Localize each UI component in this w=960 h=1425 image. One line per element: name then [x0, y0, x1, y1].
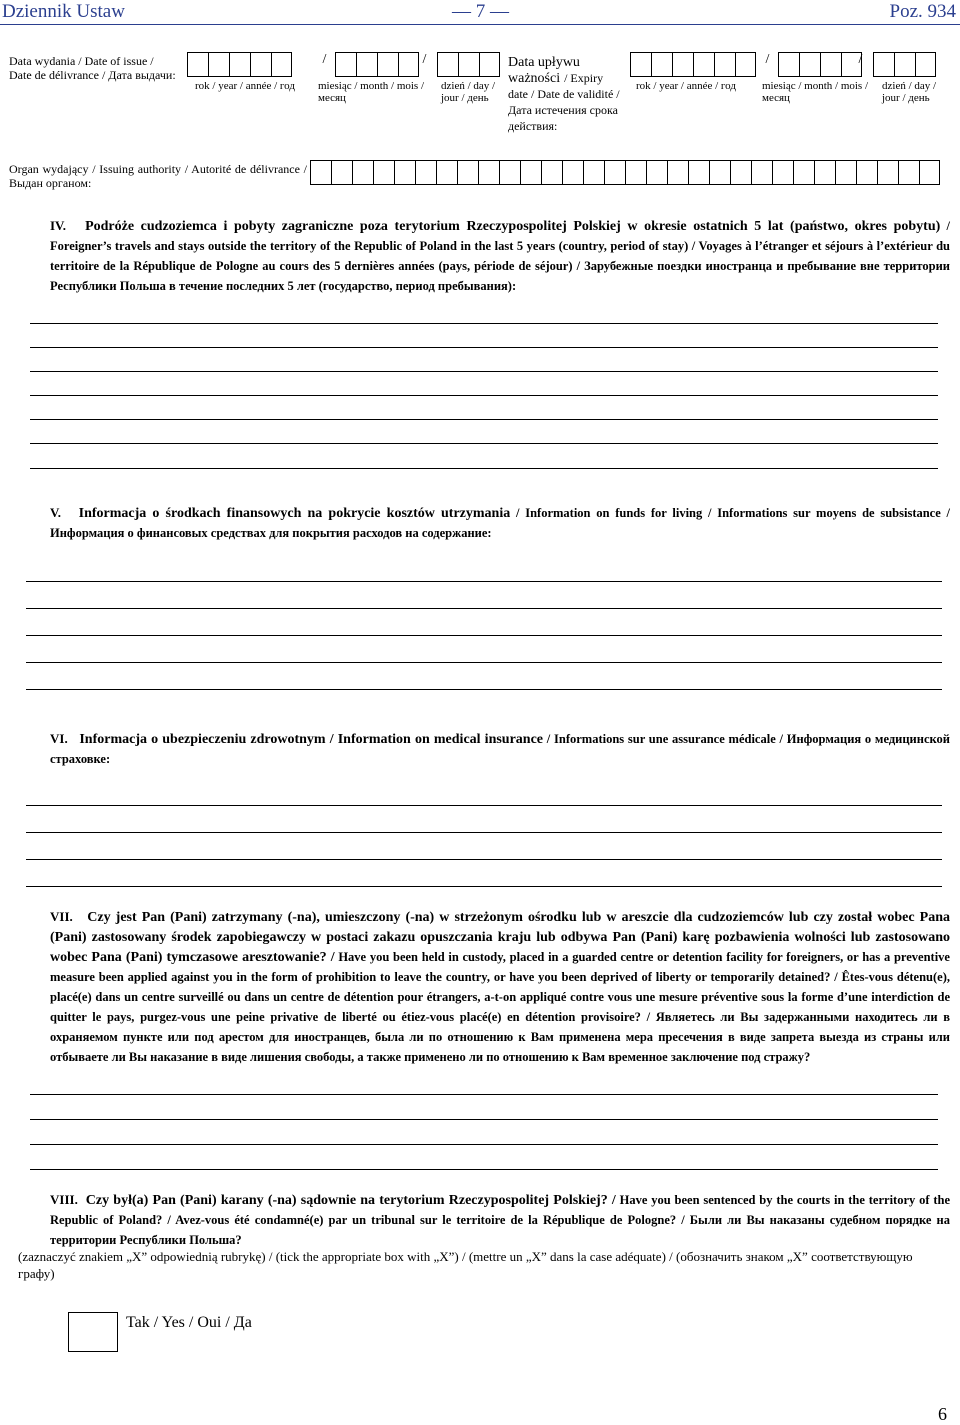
answer-line[interactable]	[26, 805, 942, 806]
section-v: V. Informacja o środkach finansowych na pokrycie kosztów utrzymania / Information on funds for living / Informations sur moyens de subsistance / Информация о финансовых средствах для покрытия расходов на содержание:	[50, 505, 951, 540]
page-center-number: — 7 —	[452, 1, 509, 22]
issue-sep-2: /	[422, 52, 427, 67]
section-viii: VIII. Czy był(a) Pan (Pani) karany (-na) sądownie na terytorium Rzeczypospolitej Polskiej? / Have you been sentenced by the courts in the territory of the Republic of Poland? / Avez-vous été condamné(e) par un tribunal sur le territoire de la République de Pologne? / Были ли Вы наказаны судебном порядке на территории Республики Польша?	[50, 1192, 951, 1247]
issue-year-boxes[interactable]	[187, 52, 292, 77]
issue-sep-1: /	[322, 52, 327, 67]
answer-line[interactable]	[30, 1169, 938, 1170]
page-number: 6	[938, 1404, 947, 1424]
expiry-sep-2: /	[858, 52, 863, 67]
position-number: Poz. 934	[889, 1, 956, 22]
answer-line[interactable]	[26, 662, 942, 663]
answer-line[interactable]	[30, 443, 938, 444]
expiry-year-label: rok / year / année / год	[636, 80, 736, 92]
answer-line[interactable]	[30, 1119, 938, 1120]
expiry-day-label: dzień / day / jour / день	[882, 80, 937, 104]
journal-title: Dziennik Ustaw	[2, 1, 125, 22]
authority-label: Organ wydający / Issuing authority / Autorité de délivrance / Выдан органом:	[9, 162, 307, 190]
yes-checkbox[interactable]	[68, 1312, 118, 1352]
answer-line[interactable]	[30, 468, 938, 469]
issue-date-label: Data wydania / Date of issue / Date de délivrance / Дата выдачи:	[9, 54, 176, 82]
issue-month-boxes[interactable]	[335, 52, 419, 77]
issue-year-label: rok / year / année / год	[195, 80, 295, 92]
expiry-month-label: miesiąc / month / mois / месяц	[762, 80, 869, 104]
answer-line[interactable]	[30, 371, 938, 372]
answer-line[interactable]	[30, 323, 938, 324]
answer-line[interactable]	[30, 395, 938, 396]
answer-line[interactable]	[30, 419, 938, 420]
tick-instruction: (zaznaczyć znakiem „X” odpowiednią rubrykę) / (tick the appropriate box with „X”) / (mettre un „X” dans la case adéquate) / (обозначить знаком „X” соответствующую графу)	[18, 1249, 913, 1281]
page-header	[0, 0, 960, 25]
answer-line[interactable]	[30, 1144, 938, 1145]
answer-line[interactable]	[30, 347, 938, 348]
section-vii: VII. Czy jest Pan (Pani) zatrzymany (-na), umieszczony (-na) w strzeżonym ośrodku lub w areszcie dla cudzoziemców lub czy został wobec Pana (Pani) zastosowany środek zapobiegawczy w postaci zakazu opuszczania kraju lub odbywa Pan (Pani) karę pozbawienia wolności lub zastosowano wobec Pana (Pani) tymczasowe aresztowanie? / Have you been held in custody, placed in a guarded centre or detention facility for foreigners, or has a preventive measure been applied against you in the form of prohibition to leave the country, or have you been deprived of liberty or temporarily detained? / Êtes-vous détenu(e), placé(e) dans un centre surveillé ou dans un centre de détention pour étrangers, a-t-on appliqué contre vous une mesure préventive sous la forme d’une interdiction de quitter le pays, purgez-vous une peine privative de liberté ou étiez-vous placé(e) en détention provisoire? / Являетесь ли Вы задержанными находитесь ли в охраняемом пункте или под арестом для иностранцев, была ли по отношению к Вам применена мера пресечения в виде запрета выезда из страны или отбываете ли Вы наказание в виде лишения свободы, а также применено ли по отношению к Вам временное заключение под стражу?	[50, 909, 950, 1064]
authority-boxes[interactable]	[310, 160, 940, 185]
answer-line[interactable]	[26, 832, 942, 833]
header-rule	[0, 24, 960, 25]
yes-option-label: Tak / Yes / Oui / Да	[126, 1314, 252, 1331]
expiry-date-label: Data upływu ważności / Expiry date / Date de validité / Дата истечения срока действия:	[508, 55, 620, 133]
issue-month-label: miesiąc / month / mois / месяц	[318, 80, 425, 104]
answer-line[interactable]	[26, 581, 942, 582]
expiry-year-boxes[interactable]	[630, 52, 756, 77]
answer-line[interactable]	[26, 635, 942, 636]
issue-day-boxes[interactable]	[437, 52, 500, 77]
answer-line[interactable]	[26, 859, 942, 860]
section-iv: IV. Podróże cudzoziemca i pobyty zagraniczne poza terytorium Rzeczypospolitej Polskiej w okresie ostatnich 5 lat (państwo, okres pobytu) / Foreigner’s travels and stays outside the territory of the Republic of Poland in the last 5 years (country, period of stay) / Voyages à l’étranger et séjours à l’extérieur du territoire de la République de Pologne au cours des 5 dernières années (pays, période de séjour) / Зарубежные поездки иностранца и пребывание вне территории Республики Польша в течение последних 5 лет (государство, период пребывания):	[50, 218, 950, 293]
answer-line[interactable]	[26, 689, 942, 690]
section-vi: VI. Informacja o ubezpieczeniu zdrowotnym / Information on medical insurance / Informations sur une assurance médicale / Информация о медицинской страховке:	[50, 731, 950, 766]
expiry-sep-1: /	[765, 52, 770, 67]
issue-day-label: dzień / day / jour / день	[441, 80, 496, 104]
answer-line[interactable]	[26, 608, 942, 609]
expiry-day-boxes[interactable]	[873, 52, 936, 77]
answer-line[interactable]	[30, 1094, 938, 1095]
answer-line[interactable]	[26, 886, 942, 887]
